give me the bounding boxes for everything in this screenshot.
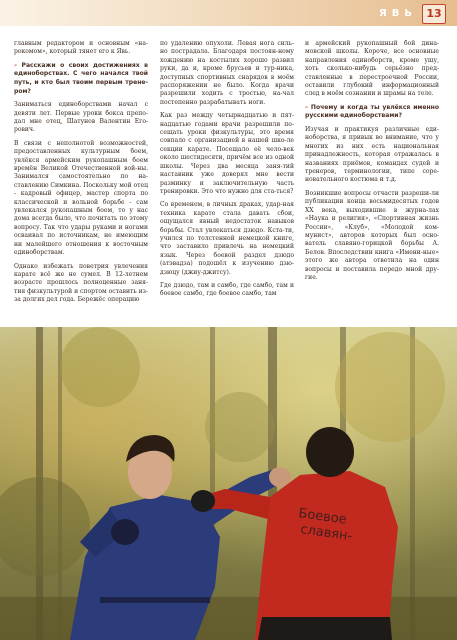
section-title: ЯВЬ xyxy=(379,8,417,19)
body-paragraph: Со временем, в личных драках, удар-ная техника карате стала давать сбои, ощущался явный недостаток навыков борьбы. Стал увлекаться дзюдо. Кста-ти, учился по толстенной немецкой книге, что заставило привлечь на немецкий язык. Через боевой раздел дзюдо (атэвадза) подошёл к изучению дзю-дзюцу (джиу-джитсу). xyxy=(160,201,294,276)
page-number: 13 xyxy=(422,4,446,24)
body-paragraph: Где дзюдо, там и самбо, где самбо, там и боевое самбо, где боевое самбо, там xyxy=(160,281,294,298)
interview-question xyxy=(14,62,148,96)
interview-question xyxy=(305,104,439,121)
body-paragraph: и армейский рукопашный бой дина-мовской школы. Короче, все основные направления единоборств, кроме ушу, хоть сколько-нибудь серьёзно пред-ставленные в перестроечной России, оставили глубокий информационный след в моём сознании и шрамы на теле. xyxy=(305,40,439,98)
question-text: Почему и когда ты увлёкся именно русскими единоборствами? xyxy=(305,103,439,120)
question-bullet-icon: – xyxy=(14,61,22,69)
body-paragraph: Заниматься единоборствами начал с девяти лет. Первые уроки бокса препо-дал мне отец, Шатунов Валентин Его-рович. xyxy=(14,101,148,134)
text-column-1 xyxy=(14,40,148,325)
body-paragraph: Возникшие вопросы отчасти разреши-ли публикации конца восьмидесятых годов XX века, выходившие в журна-лах «Наука и религия», «Спортивная жизнь России», «Клуб», «Молодой ком-мунист», авторов которых был осно-ватель славяно-горицкой борьбы А. Белов. Впоследствии книга «Имени-ные» этого же автора ответила на один вопросы и поставила передо мной дру-гие. xyxy=(305,189,439,281)
shirt-print-line-1: Боевое xyxy=(297,506,348,528)
question-text: Расскажи о своих достижениях в единоборствах. С чего начался твой путь, и кто был твоим первым трене-ром? xyxy=(14,61,148,95)
body-paragraph: Однако избежать поветрия увлечения карате всё же не сумел. В 12-летнем возрасте прошлось полноценные заня-тия физкультурой и спортом оставить из-за долгих дел года. Бережёс операцию xyxy=(14,262,148,304)
body-paragraph: Как раз между четырнадцатью и пят-надцатью годами врачи разрешили по-сещать уроки физкультуры, это время совпало с организацией в нашей шко-ле секции карате. Посещало её чело-век около шестидесяти, причём все из одной школы. Через два месяца заня-тий наставник уже доверял мне вести разминку и заключительную часть тренировки. Это что нужно для ста-ться? xyxy=(160,112,294,195)
text-column-2 xyxy=(160,40,294,325)
body-paragraph: В связи с неполнотой возможностей, предоставленных культурным боем, увлёкся армейским рукопашным боем времён Великой Отечественной вой-ны. Занимался самостоятельно по на-ставлению Симкина. Поскольку мой отец - кадровый офицер, мастер спорта по классической и вольной борьбе - сам увлекался рукопашным боем, то у нас дома всегда было, что почитать по этому вопросу. Так что удары руками и ногами осваивал по источникам, не имеющим ни малейшего отношения к восточным единоборствам. xyxy=(14,139,148,257)
shirt-print-line-2: славян- xyxy=(299,522,354,545)
question-bullet-icon: – xyxy=(305,103,311,111)
body-paragraph: по удалению опухоли. Левая нога силь-но пострадала. Благодаря постоян-ному хождению на костылях хорошо развил руки, да и, кроме брусьев и тур-ника, доступных спортивных снарядов в моём распоряжении не было. Когда врачи разрешили ходить с тростью, на-чал постепенно разрабатывать ноги. xyxy=(160,40,294,106)
text-column-3 xyxy=(305,40,439,325)
body-paragraph: главным редактором и основным «на-рокомом», который тянет его к Явь. xyxy=(14,40,148,56)
body-paragraph: Изучая и практикуя различные еди-ноборства, я привык во внимание, что у многих из них есть национальная принадлежность, которая отражалась в названиях приёмов, командах судей и тренеров, терминологии, типе соре-новательного костюма и т.д. xyxy=(305,126,439,184)
fighters-photo xyxy=(0,327,457,640)
